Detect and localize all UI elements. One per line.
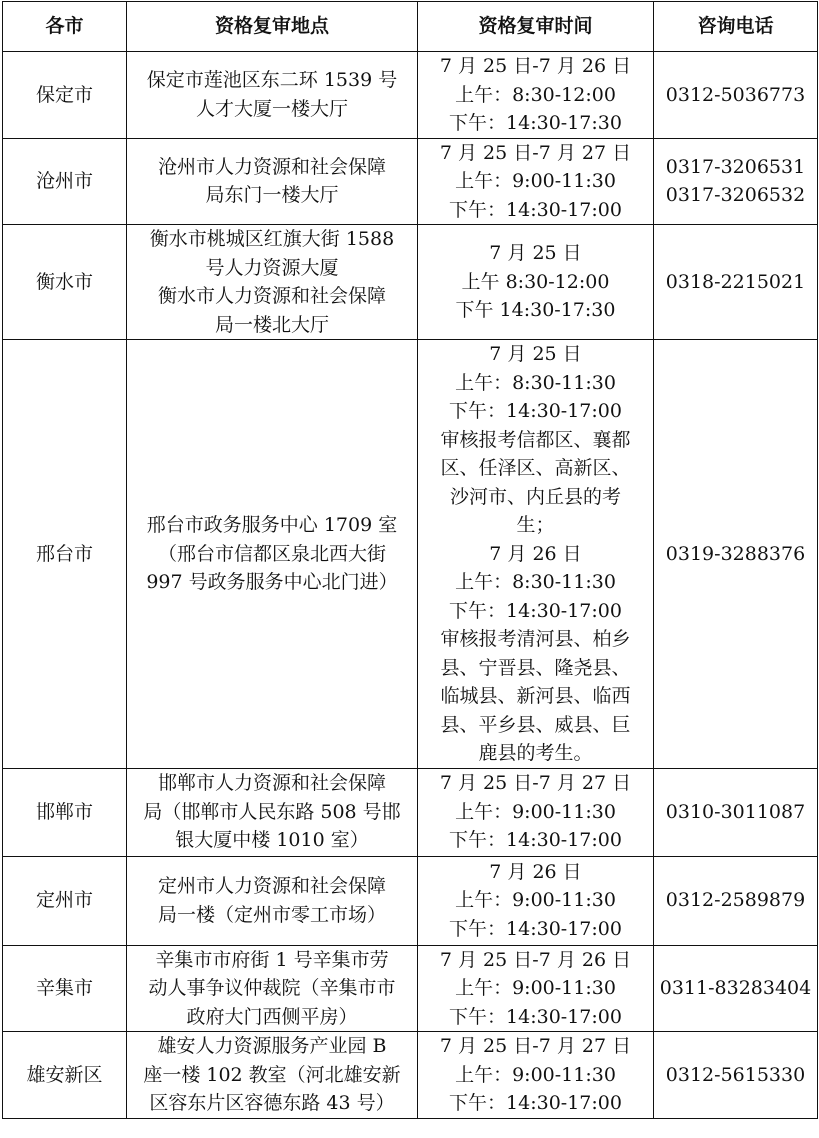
phone-cell	[654, 52, 818, 139]
address-cell-line: 雄安人力资源服务产业园 B	[157, 1035, 387, 1057]
time-cell-line: 生；	[516, 514, 555, 536]
time-cell-line: 上午：9:00-11:30	[455, 977, 616, 999]
time-cell-line: 7 月 25 日-7 月 27 日	[439, 141, 632, 164]
table-row	[3, 856, 818, 945]
address-cell	[127, 1032, 418, 1119]
time-cell-line: 下午：14:30-17:00	[449, 400, 622, 422]
time-cell-line: 7 月 25 日-7 月 26 日	[439, 55, 632, 77]
time-cell	[418, 340, 654, 769]
time-cell-line: 7 月 26 日	[489, 542, 582, 565]
address-cell-line: 衡水市桃城区红旗大街 1588	[149, 228, 395, 250]
phone-cell	[654, 856, 818, 945]
phone-cell	[654, 768, 818, 856]
time-cell-line: 鹿县的考生。	[478, 742, 593, 764]
time-cell-line: 上午：9:00-11:30	[455, 800, 616, 823]
phone-cell	[654, 1032, 818, 1119]
time-cell	[418, 52, 654, 139]
time-cell	[418, 768, 654, 856]
address-cell	[127, 856, 418, 945]
address-cell-line: 局一楼北大厅	[214, 313, 329, 336]
city-cell: 邢台市	[3, 340, 127, 769]
time-cell-line: 沙河市、内丘县的考	[449, 485, 621, 508]
phone-cell-line: 0319-3288376	[665, 542, 806, 565]
time-cell	[418, 1032, 654, 1119]
time-cell-line: 下午 14:30-17:30	[455, 299, 616, 322]
table-row	[3, 340, 818, 769]
time-cell-line: 7 月 25 日-7 月 27 日	[439, 772, 632, 795]
city-cell: 衡水市	[3, 225, 127, 340]
time-cell-line: 7 月 26 日	[489, 860, 582, 883]
phone-cell-line: 0318-2215021	[665, 270, 806, 293]
time-cell-line: 上午：9:00-11:30	[455, 889, 616, 912]
city-cell: 定州市	[3, 856, 127, 945]
time-cell-line: 县、宁晋县、隆尧县、	[440, 656, 631, 679]
time-cell-line: 下午：14:30-17:00	[449, 917, 622, 940]
address-cell-line: 定州市人力资源和社会保障	[157, 875, 386, 897]
time-cell-line: 上午：9:00-11:30	[455, 170, 616, 192]
address-cell	[127, 138, 418, 225]
phone-cell	[654, 340, 818, 769]
address-cell-line: 区容东片区容德东路 43 号）	[149, 1092, 395, 1114]
table-row	[3, 138, 818, 225]
city-cell: 保定市	[3, 52, 127, 139]
address-cell-line: 邯郸市人力资源和社会保障	[157, 772, 386, 795]
time-cell-line: 审核报考信都区、襄都	[440, 428, 631, 451]
address-cell-line: 局东门一楼大厅	[205, 184, 339, 207]
header-city: 各市	[3, 2, 127, 52]
address-cell-line: （邢台市信都区泉北西大街	[157, 542, 386, 565]
time-cell-line: 7 月 25 日-7 月 27 日	[439, 1035, 632, 1057]
phone-cell	[654, 225, 818, 340]
city-cell: 辛集市	[3, 945, 127, 1032]
header-phone: 咨询电话	[654, 2, 818, 52]
address-cell-line: 辛集市市府街 1 号辛集市劳	[155, 948, 389, 971]
city-cell: 沧州市	[3, 138, 127, 225]
table-row	[3, 768, 818, 856]
phone-cell-line: 0311-83283404	[659, 977, 812, 999]
time-cell-line: 区、任泽区、高新区、	[440, 457, 631, 479]
address-cell-line: 人才大厦一楼大厅	[195, 97, 348, 120]
time-cell-line: 上午：8:30-11:30	[455, 371, 616, 394]
phone-cell-line: 0310-3011087	[665, 800, 806, 823]
phone-cell	[654, 945, 818, 1032]
time-cell-line: 上午 8:30-12:00	[461, 270, 610, 293]
table-row	[3, 225, 818, 340]
time-cell-line: 下午：14:30-17:00	[449, 198, 622, 221]
time-cell-line: 审核报考清河县、柏乡	[440, 628, 631, 650]
phone-cell-line: 0312-2589879	[665, 889, 806, 912]
time-cell	[418, 856, 654, 945]
address-cell	[127, 768, 418, 856]
address-cell-line: 997 号政务服务中心北门进）	[146, 571, 398, 593]
time-cell-line: 上午：9:00-11:30	[455, 1063, 616, 1086]
time-cell-line: 县、平乡县、威县、巨	[440, 713, 631, 736]
address-cell-line: 局一楼（定州市零工市场）	[157, 903, 386, 926]
phone-cell-line: 0317-3206531	[665, 155, 806, 178]
time-cell-line: 上午：8:30-12:00	[455, 83, 616, 106]
address-cell-line: 银大厦中楼 1010 室）	[175, 829, 369, 852]
header-address: 资格复审地点	[127, 2, 418, 52]
phone-cell-line: 0312-5615330	[665, 1063, 806, 1086]
address-cell-line: 局（邯郸市人民东路 508 号邯	[143, 800, 401, 823]
time-cell-line: 下午：14:30-17:00	[449, 1005, 622, 1028]
address-cell-line: 衡水市人力资源和社会保障	[157, 285, 386, 307]
time-cell	[418, 225, 654, 340]
header-time: 资格复审时间	[418, 2, 654, 52]
time-cell-line: 临城县、新河县、临西	[440, 685, 631, 707]
time-cell-line: 下午：14:30-17:30	[449, 112, 622, 134]
address-cell	[127, 945, 418, 1032]
time-cell-line: 上午：8:30-11:30	[455, 571, 616, 593]
time-cell-line: 7 月 25 日-7 月 26 日	[439, 948, 632, 971]
time-cell-line: 下午：14:30-17:00	[449, 599, 622, 622]
time-cell	[418, 138, 654, 225]
time-cell-line: 下午：14:30-17:00	[449, 829, 622, 852]
address-cell	[127, 225, 418, 340]
city-cell: 邯郸市	[3, 768, 127, 856]
phone-cell	[654, 138, 818, 225]
address-cell	[127, 52, 418, 139]
address-cell	[127, 340, 418, 769]
header-row	[3, 2, 818, 52]
phone-cell-line: 0312-5036773	[665, 83, 806, 106]
address-cell-line: 号人力资源大厦	[205, 256, 339, 279]
address-cell-line: 邢台市政务服务中心 1709 室	[146, 514, 398, 536]
city-cell: 雄安新区	[3, 1032, 127, 1119]
exam-review-table	[2, 1, 818, 1119]
table-row	[3, 1032, 818, 1119]
time-cell	[418, 945, 654, 1032]
time-cell-line: 7 月 25 日	[489, 343, 582, 365]
table-row	[3, 945, 818, 1032]
table-row	[3, 52, 818, 139]
time-cell-line: 7 月 25 日	[489, 242, 582, 265]
phone-cell-line: 0317-3206532	[665, 184, 806, 207]
address-cell-line: 政府大门西侧平房）	[186, 1005, 358, 1028]
address-cell-line: 座一楼 102 教室（河北雄安新	[143, 1063, 401, 1086]
address-cell-line: 动人事争议仲裁院（辛集市市	[148, 977, 396, 999]
address-cell-line: 保定市莲池区东二环 1539 号	[146, 69, 398, 92]
address-cell-line: 沧州市人力资源和社会保障	[157, 155, 386, 178]
time-cell-line: 下午：14:30-17:00	[449, 1092, 622, 1114]
